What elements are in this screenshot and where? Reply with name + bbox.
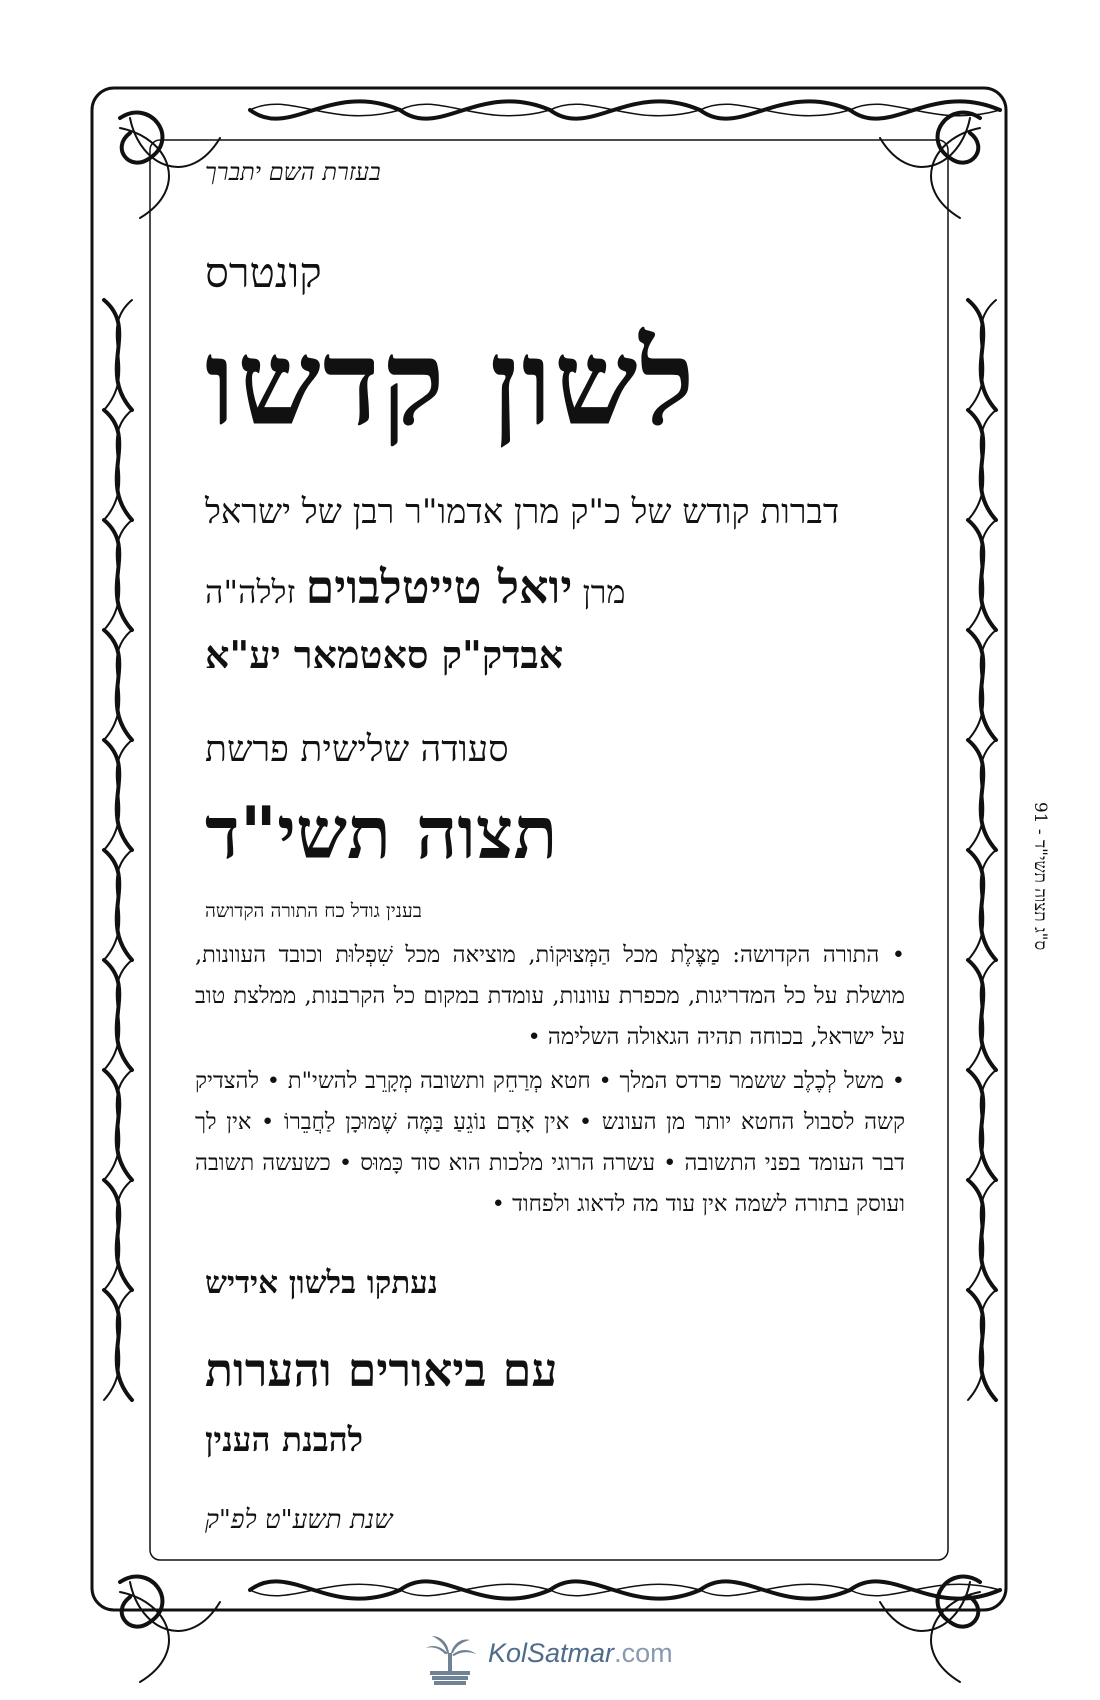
brand-name: KolSatmar.com <box>488 1638 673 1668</box>
footer-brand[interactable] <box>410 1628 710 1688</box>
commentary-line: עם ביאורים והערות <box>205 1343 558 1397</box>
subtitle: דברות קודש של כ"ק מרן אדמו"ר רבן של ישראל <box>205 492 840 532</box>
occasion-line: סעודה שלישית פרשת <box>205 729 509 770</box>
understanding-line: להבנת הענין <box>205 1420 364 1459</box>
author-suffix: זללה"ה <box>205 573 296 611</box>
author-location: אבדק"ק סאטמאר יע"א <box>205 632 564 677</box>
book-title: לשון קדשו <box>205 313 697 452</box>
side-page-note: ס"ג תצוה תשי"ד - 91 <box>1030 801 1050 951</box>
publication-year: שנת תשע"ט לפ"ק <box>205 1505 393 1535</box>
translation-note: נעתקו בלשון אידיש <box>205 1265 438 1301</box>
kuntres-label: קונטרס <box>205 248 322 297</box>
summary-paragraph-1: • התורה הקדושה: מַצֶּלֶת מכל הַמְּצוּקוֹת, מוציאה מכל שִׁפְלוּת וכובד העוונות, מושלת על כל המדריגות, מכפרת עוונות, עומדת במקום כל הקרבנות, ממלצת טוב על ישראל, בכוחה תהיה הגאולה השלימה • <box>195 942 905 1050</box>
author-prefix: מרן <box>582 573 626 611</box>
topic-line: בענין גודל כח התורה הקדושה <box>205 900 422 922</box>
parsha-title: תצוה תשי"ד <box>205 790 558 875</box>
author-line <box>205 560 895 614</box>
palm-tree-books-icon <box>418 1628 482 1692</box>
summary-paragraph-2: • משל לְכֶלֶב ששמר פרדס המלך • חטא מְרַחֵק ותשובה מְקָרֵב להשי"ת • להצדיק קשה לסבול החטא יותר מן העונש • אין אָדָם נוֹגֵעַ בַּמֶּה שֶׁמּוּכָן לַחֲבֵרוֹ • אין לך דבר העומד בפני התשובה • עשרה הרוגי מלכות הוא סוד כָּמוּס • כשעשה תשובה ועוסק בתורה לשמה אין עוד מה לדאוג ולפחוד • <box>195 1068 905 1217</box>
invocation-line: בעזרת השם יתברך <box>205 158 381 186</box>
author-name: יואל טייטלבוים <box>305 560 573 614</box>
